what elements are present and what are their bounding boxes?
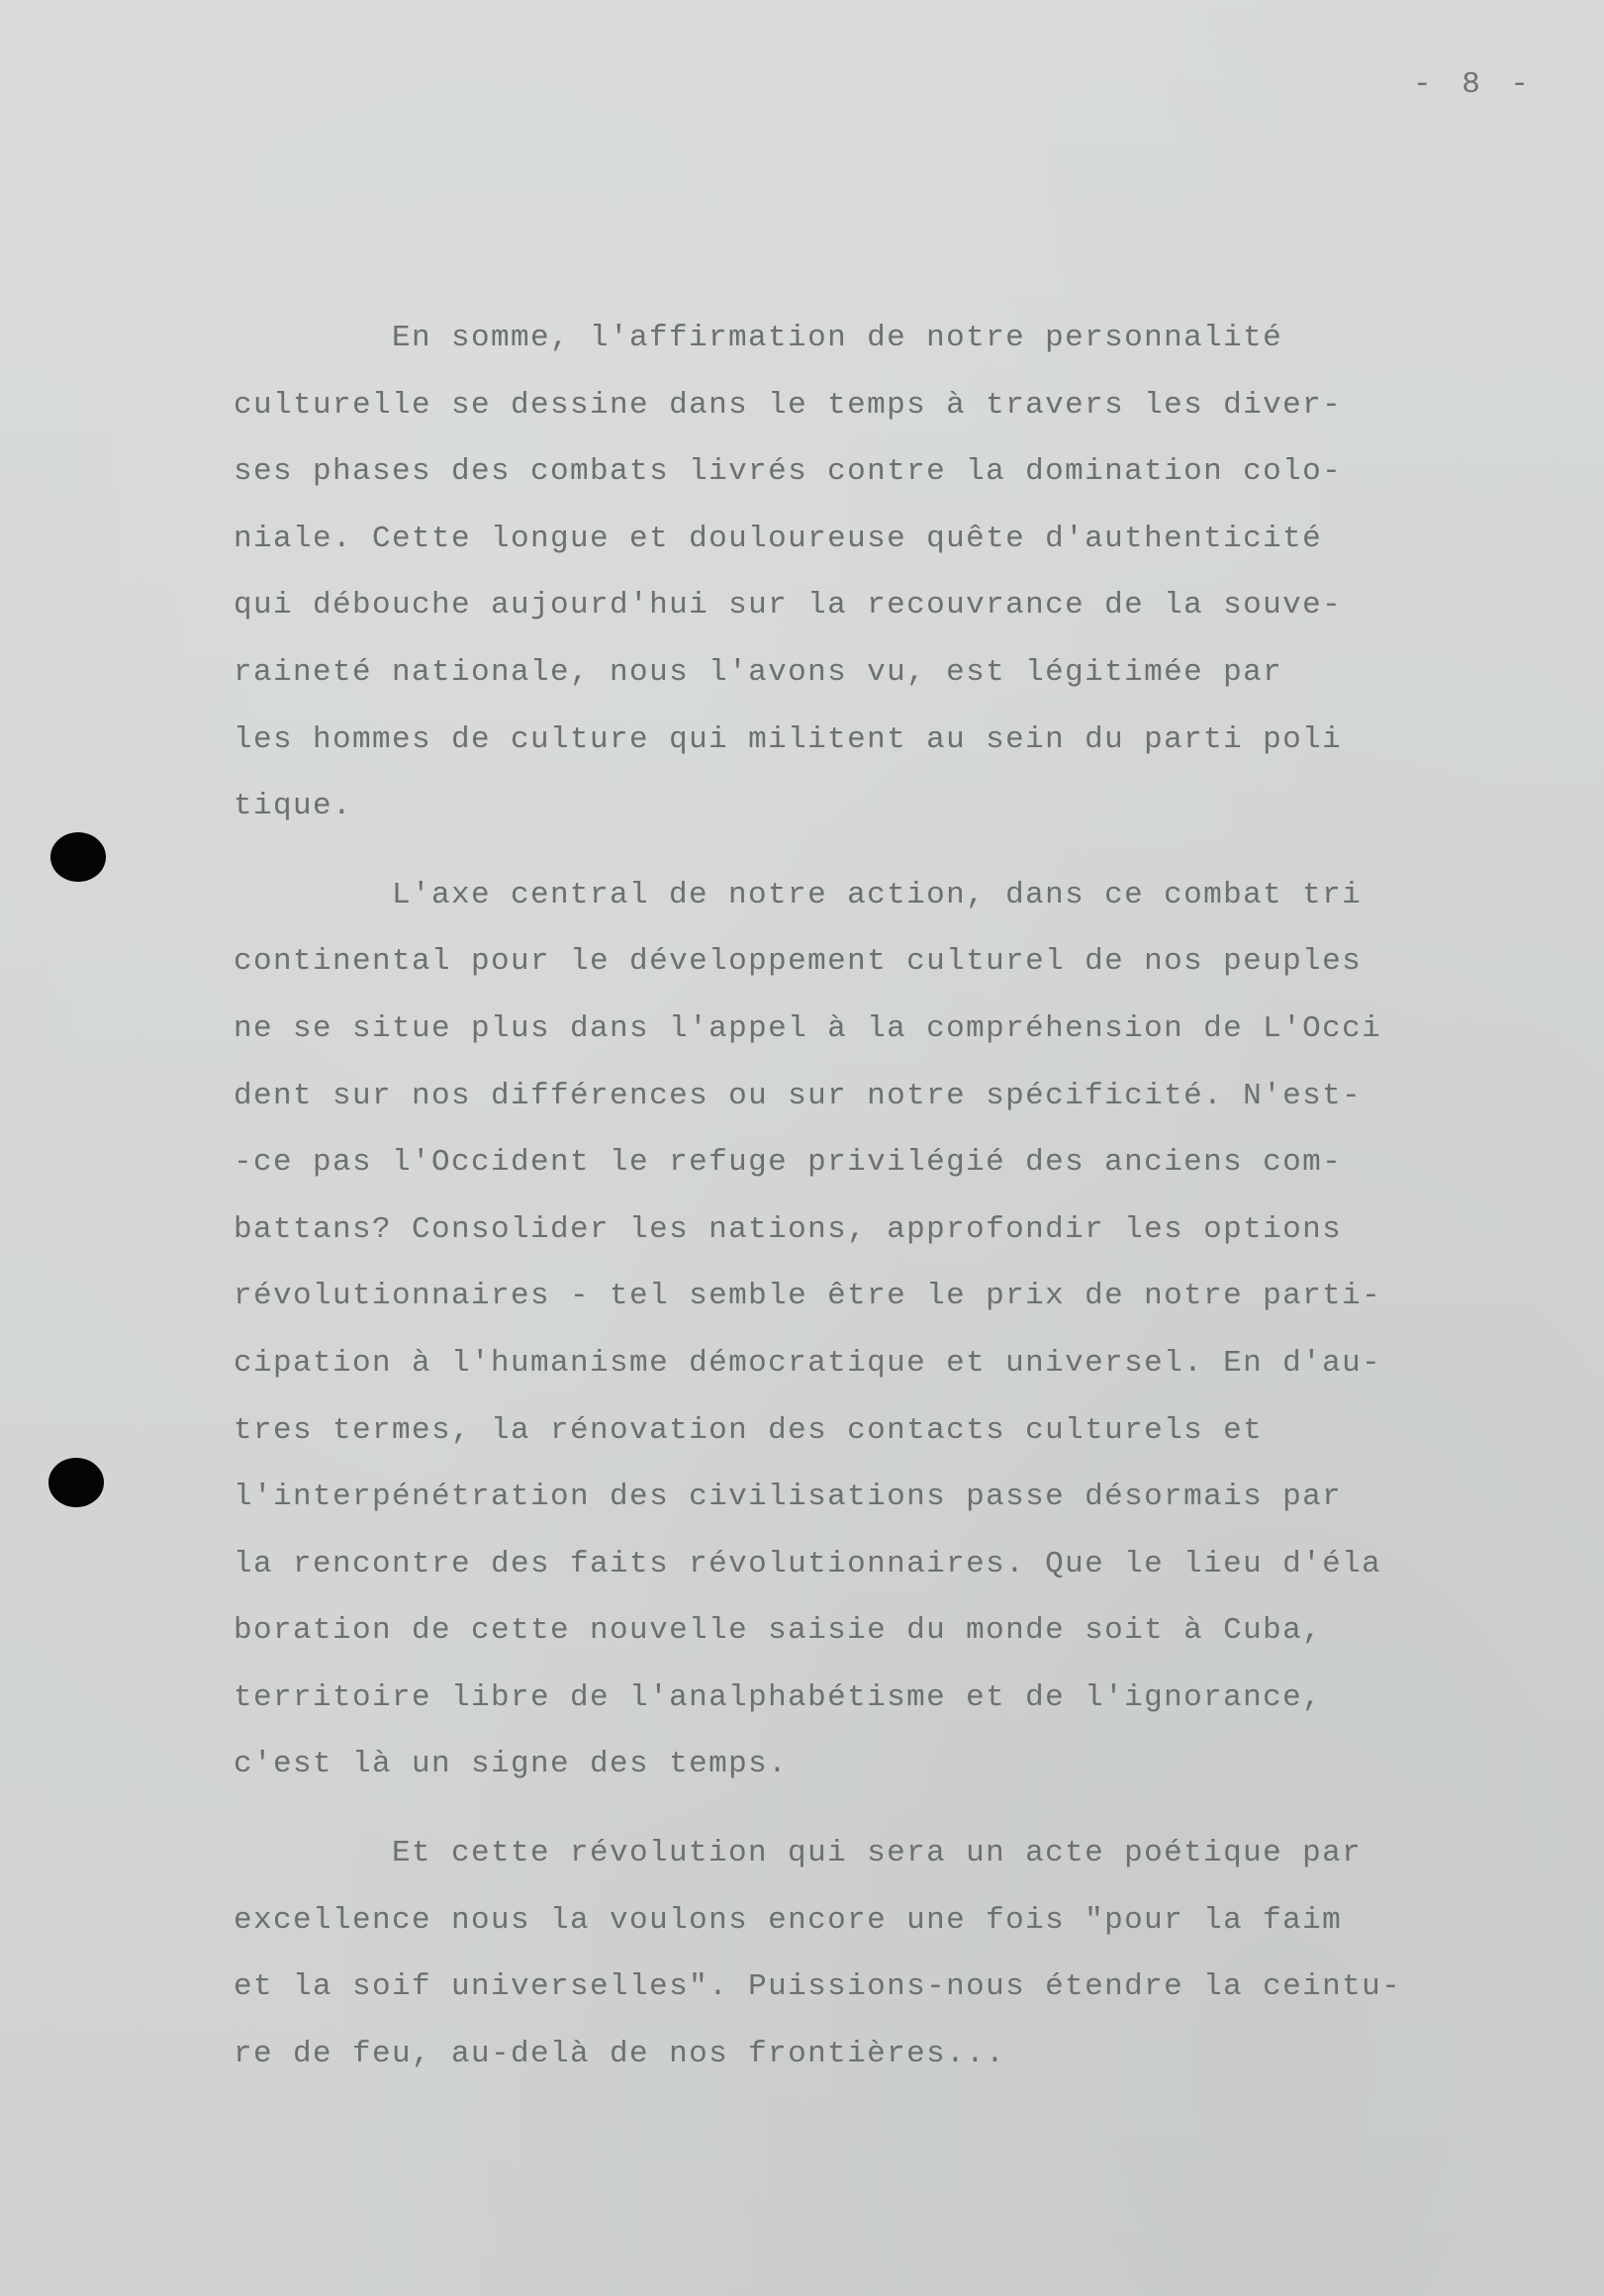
text-line: tres termes, la rénovation des contacts culturels et [234,1412,1264,1448]
text-line: dent sur nos différences ou sur notre spécificité. N'est- [234,1078,1363,1113]
text-line: battans? Consolider les nations, approfondir les options [234,1211,1343,1247]
text-line: c'est là un signe des temps. [234,1747,789,1782]
text-line: qui débouche aujourd'hui sur la recouvrance de la souve- [234,588,1343,623]
text-line: niale. Cette longue et douloureuse quête d'authenticité [234,521,1323,556]
text-line: culturelle se dessine dans le temps à travers les diver- [234,387,1343,423]
typed-body-text [234,305,1461,2087]
paragraph-2 [234,862,1461,1798]
text-line: En somme, l'affirmation de notre personnalité [392,321,1283,355]
text-line: raineté nationale, nous l'avons vu, est légitimée par [234,654,1283,690]
punch-hole [50,832,106,882]
text-line: et la soif universelles". Puissions-nous étendre la ceintu- [234,1969,1402,2005]
page-number: - 8 - [1413,67,1536,102]
text-line: l'interpénétration des civilisations passe désormais par [234,1480,1343,1515]
text-line: L'axe central de notre action, dans ce combat tri [392,877,1363,912]
punch-hole [48,1458,104,1507]
text-line: les hommes de culture qui militent au sein du parti poli [234,721,1343,757]
text-line: Et cette révolution qui sera un acte poétique par [392,1836,1363,1871]
text-line: ne se situe plus dans l'appel à la compréhension de L'Occi [234,1010,1382,1046]
text-line: excellence nous la voulons encore une fois "pour la faim [234,1902,1343,1938]
text-line: boration de cette nouvelle saisie du monde soit à Cuba, [234,1613,1323,1649]
text-line: révolutionnaires - tel semble être le prix de notre parti- [234,1279,1382,1314]
paragraph-1 [234,305,1461,840]
paragraph-3 [234,1820,1461,2087]
text-line: re de feu, au-delà de nos frontières... [234,2036,1006,2071]
text-line: la rencontre des faits révolutionnaires. Que le lieu d'éla [234,1546,1382,1581]
text-line: cipation à l'humanisme démocratique et universel. En d'au- [234,1345,1382,1381]
text-line: territoire libre de l'analphabétisme et de l'ignorance, [234,1679,1323,1715]
text-line: -ce pas l'Occident le refuge privilégié des anciens com- [234,1145,1343,1181]
text-line: continental pour le développement culturel de nos peuples [234,944,1363,980]
text-line: ses phases des combats livrés contre la domination colo- [234,454,1343,490]
text-line: tique. [234,789,353,824]
